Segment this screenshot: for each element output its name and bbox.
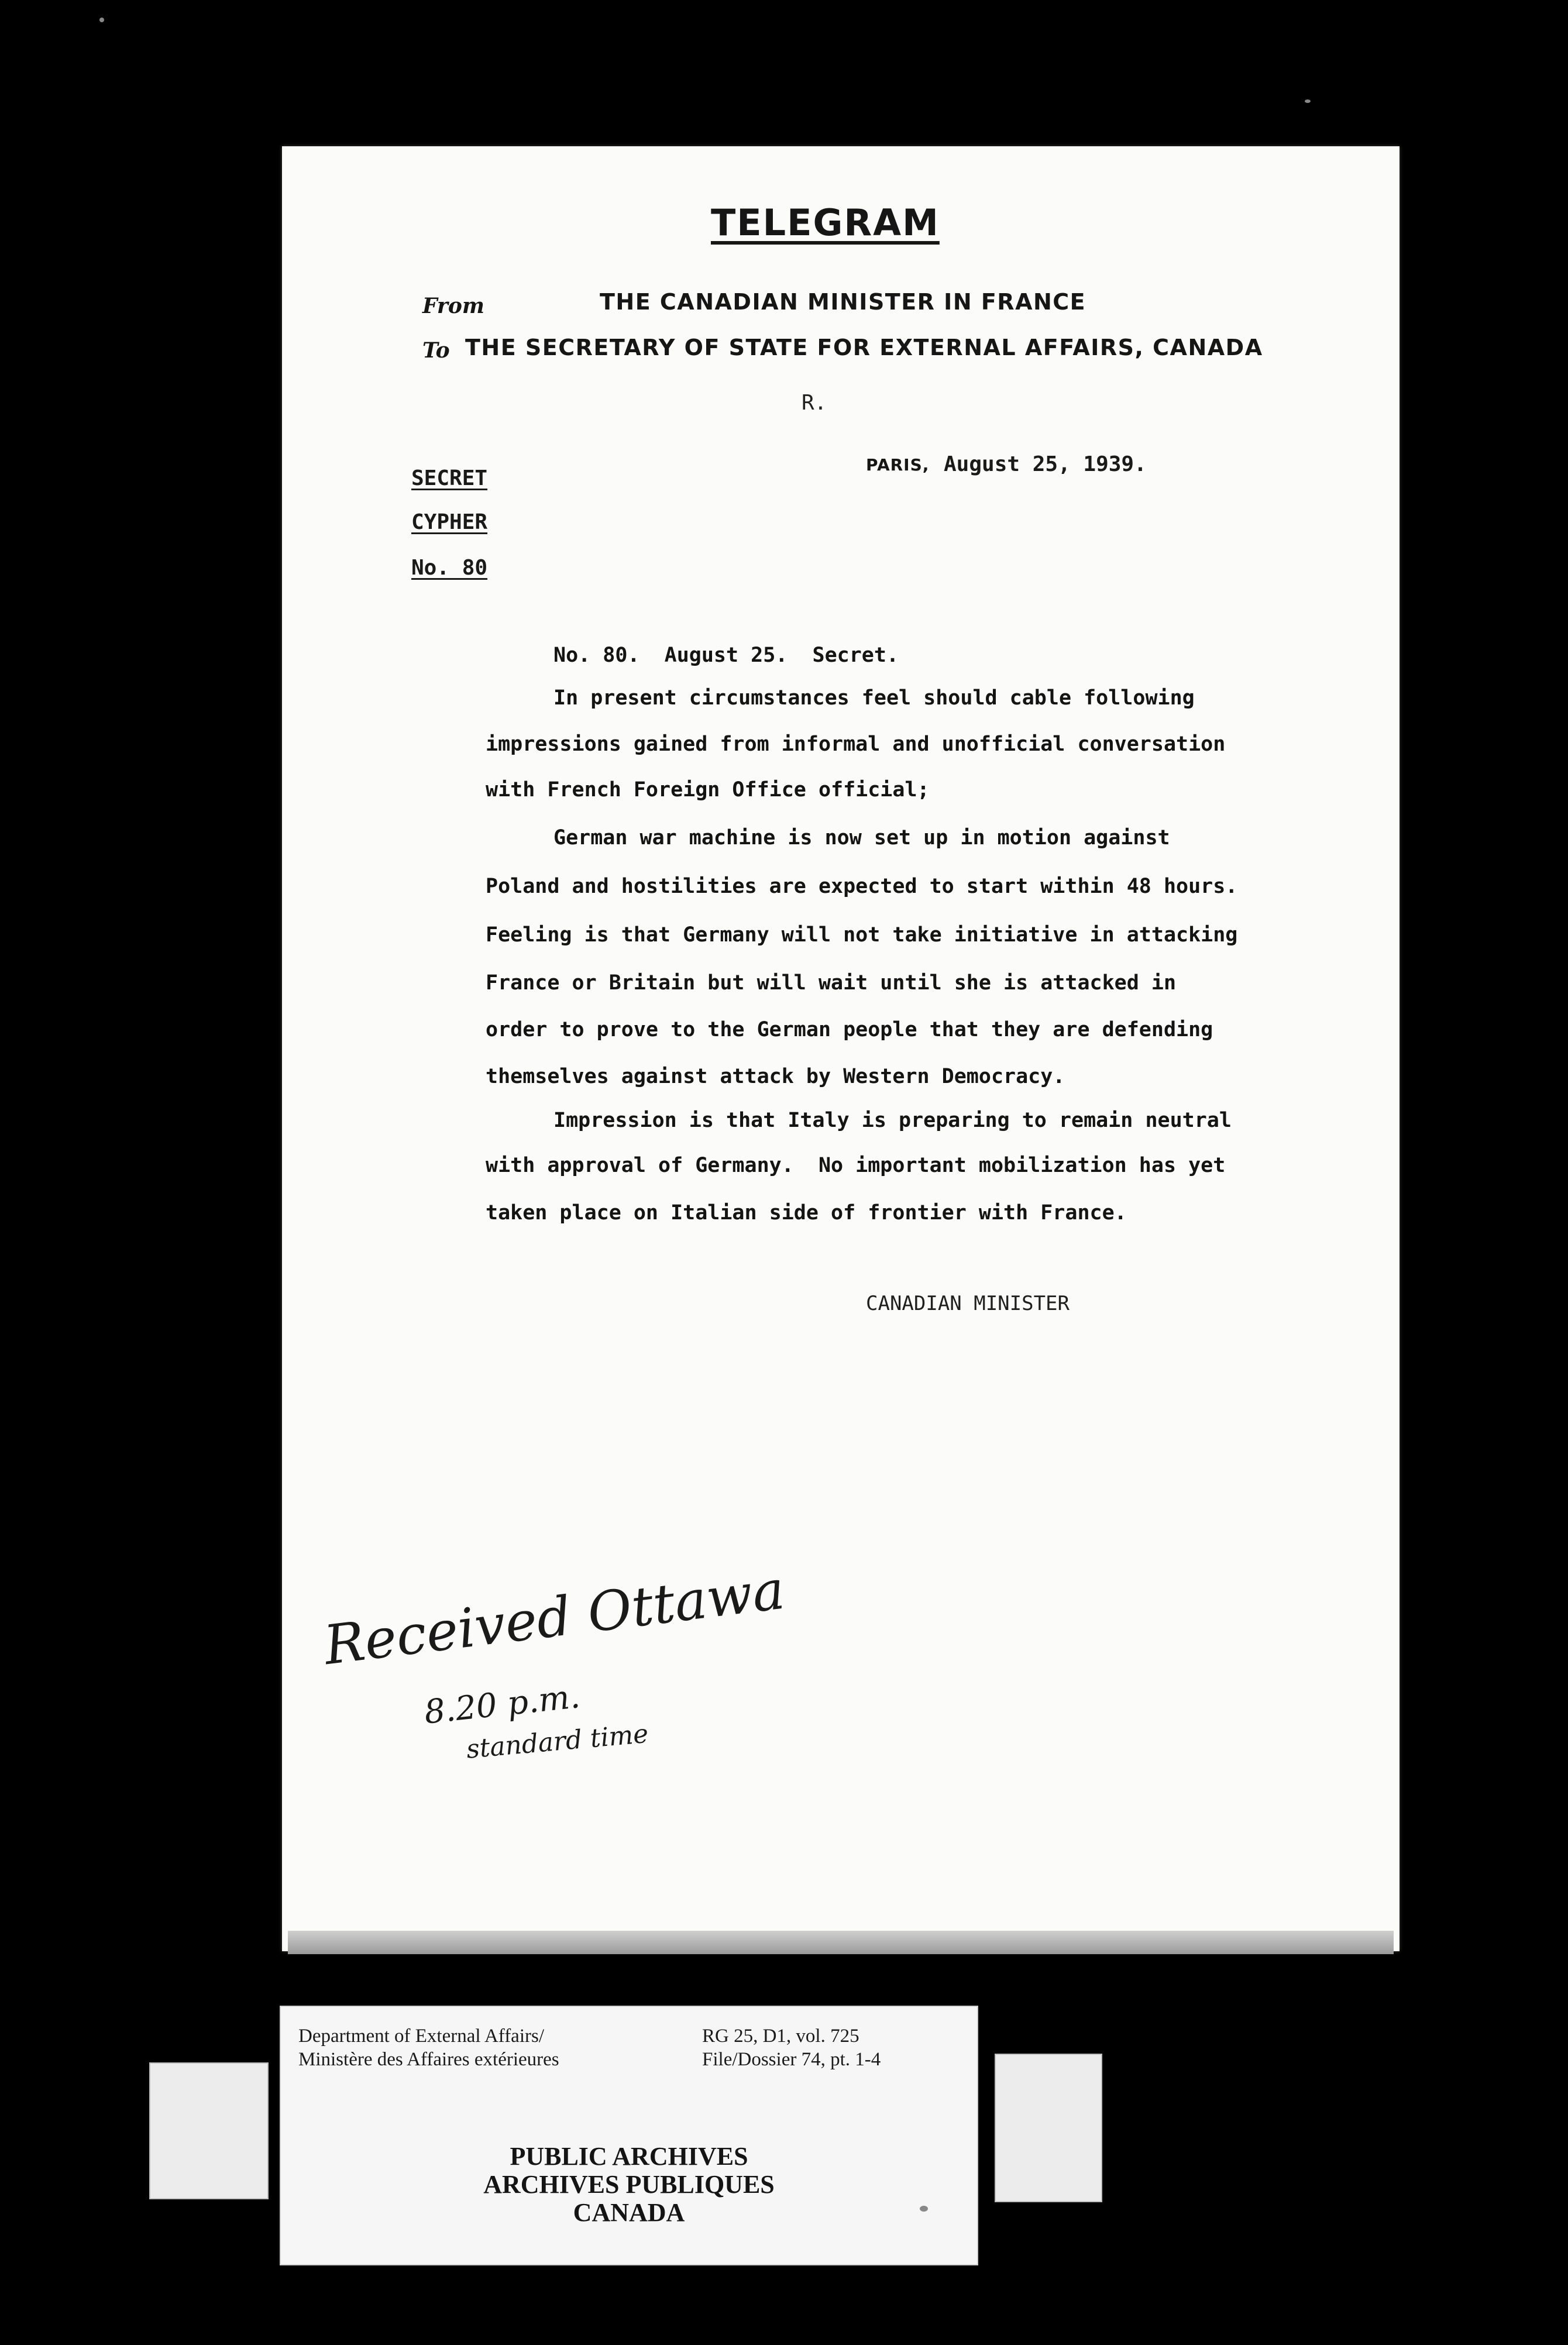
message-line: taken place on Italian side of frontier with France. [486,1201,1127,1225]
archive-reference-file: File/Dossier 74, pt. 1-4 [702,2049,881,2070]
dust-speck [1305,99,1311,103]
telegram-title: TELEGRAM [711,201,940,244]
to-value: THE SECRETARY OF STATE FOR EXTERNAL AFFAIRS, CANADA [465,335,1263,360]
archive-label [280,2006,978,2265]
classification-number: No. 80 [411,556,488,580]
message-line: Impression is that Italy is preparing to remain neutral [553,1109,1232,1132]
date-value: August 25, 1939. [944,452,1147,476]
sheet-bottom-edge [288,1931,1394,1954]
to-label: To [422,338,450,363]
message-line: No. 80. August 25. Secret. [553,644,899,667]
message-line: order to prove to the German people that they are defending [486,1018,1213,1041]
place-label: PARIS, [866,455,930,474]
archives-heading-country: CANADA [573,2198,685,2227]
handwritten-standard-time-note: standard time [465,1718,650,1765]
from-label: From [422,294,484,318]
telegram-sheet [282,146,1399,1951]
handwritten-received-note: Received Ottawa [321,1558,788,1677]
archives-heading-en: PUBLIC ARCHIVES [510,2142,748,2171]
label-tab-right [995,2054,1102,2202]
archive-department-en: Department of External Affairs/ [298,2026,544,2047]
signature: CANADIAN MINISTER [866,1292,1070,1315]
archive-department-fr: Ministère des Affaires extérieures [298,2049,559,2070]
message-line: Feeling is that Germany will not take initiative in attacking [486,923,1238,947]
dust-speck [920,2206,928,2212]
message-line: themselves against attack by Western Democracy. [486,1065,1065,1088]
message-line: In present circumstances feel should cable following [553,686,1195,710]
message-line: impressions gained from informal and unofficial conversation [486,733,1226,756]
from-value: THE CANADIAN MINISTER IN FRANCE [600,289,1086,315]
message-line: German war machine is now set up in motion against [553,826,1170,850]
message-line: with French Foreign Office official; [486,778,930,802]
route-code: R. [802,391,827,415]
message-line: with approval of Germany. No important mobilization has yet [486,1154,1226,1177]
handwritten-time-note: 8.20 p.m. [422,1677,582,1732]
classification-cypher: CYPHER [411,510,488,534]
archive-reference-volume: RG 25, D1, vol. 725 [702,2026,859,2047]
message-line: France or Britain but will wait until she is attacked in [486,971,1177,995]
dust-speck [99,18,104,22]
classification-secret: SECRET [411,466,488,490]
archives-heading-fr: ARCHIVES PUBLIQUES [483,2170,775,2199]
label-tab-left [149,2062,269,2199]
message-line: Poland and hostilities are expected to start within 48 hours. [486,875,1238,898]
